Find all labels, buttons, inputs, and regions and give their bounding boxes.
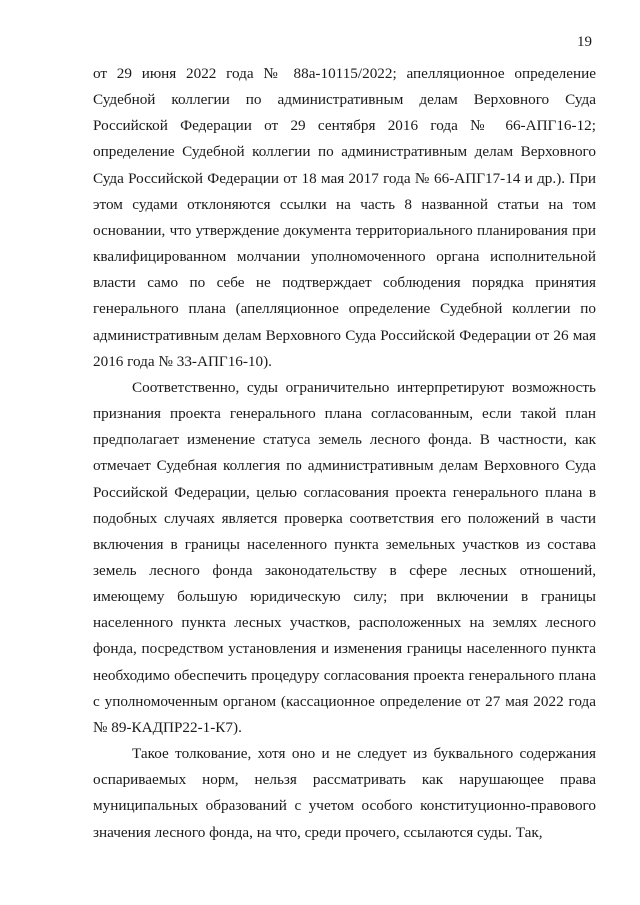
document-body: [93, 61, 596, 846]
page-number: 19: [577, 34, 592, 50]
paragraph: Такое толкование, хотя оно и не следует из буквального содержания оспариваемых норм, нельзя рассматривать как нарушающее права муниципальных образований с учетом особого конституционно-правового значения лесного фонда, на что, среди прочего, ссылаются суды. Так,: [93, 745, 596, 841]
paragraph: Соответственно, суды ограничительно интерпретируют возможность признания проекта генерального плана согласованным, если такой план предполагает изменение статуса земель лесного фонда. В частности, как отмечает Судебная коллегия по административным делам Верховного Суда Российской Федерации, целью согласования проекта генерального плана в подобных случаях является проверка соответствия его положений в части включения в границы населенного пункта земельных участков из состава земель лесного фонда законодательству в сфере лесных отношений, имеющему большую юридическую силу; при включении в границы населенного пункта лесных участков, расположенных на землях лесного фонда, посредством установления и изменения границы населенного пункта необходимо обеспечить процедуру согласования проекта генерального плана с уполномоченным органом (кассационное определение от 27 мая 2022 года № 89-КАДПР22-1-К7).: [93, 378, 596, 736]
paragraph-continuation: от 29 июня 2022 года № 88а-10115/2022; апелляционное определение Судебной коллегии по административным делам Верховного Суда Российской Федерации от 29 сентября 2016 года № 66-АПГ16-12; определение Судебной коллегии по административным делам Верховного Суда Российской Федерации от 18 мая 2017 года № 66-АПГ17-14 и др.). При этом судами отклоняются ссылки на часть 8 названной статьи на том основании, что утверждение документа территориального планирования при квалифицированном молчании уполномоченного органа исполнительной власти само по себе не подтверждает соблюдения порядка принятия генерального плана (апелляционное определение Судебной коллегии по административным делам Верховного Суда Российской Федерации от 26 мая 2016 года № 33-АПГ16-10).: [93, 65, 596, 370]
